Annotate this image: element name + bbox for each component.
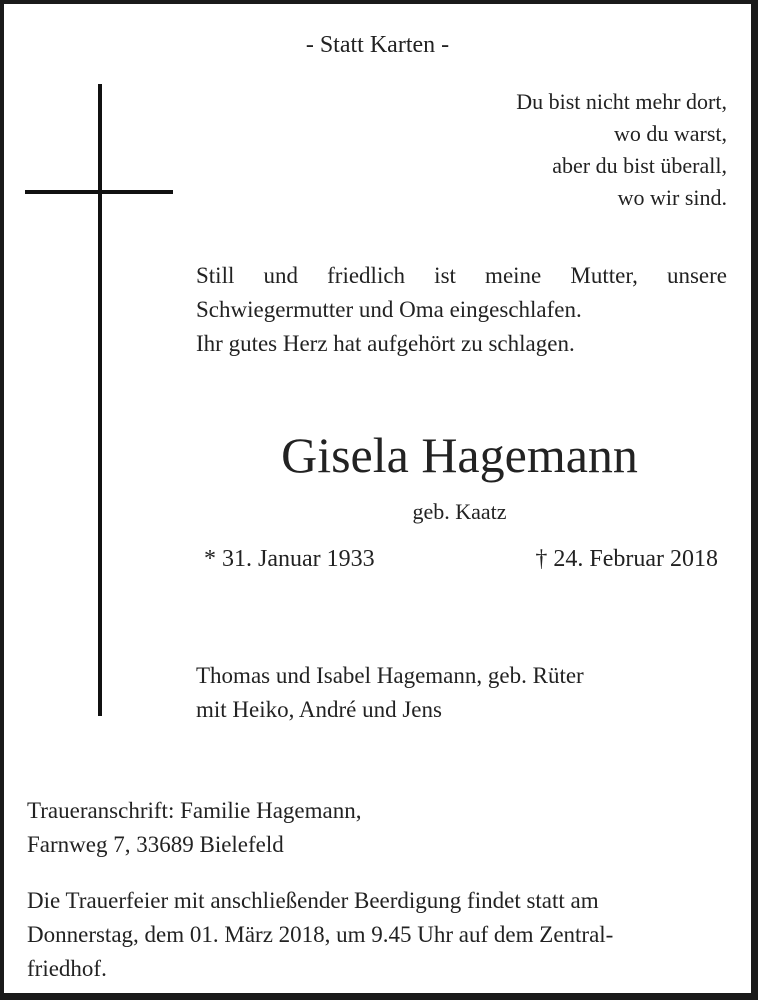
poem — [516, 86, 727, 214]
mourning-address — [27, 794, 361, 862]
intro-text — [196, 259, 727, 361]
obituary-card — [4, 4, 751, 993]
family-line: Thomas und Isabel Hagemann, geb. Rüter — [196, 663, 584, 688]
address-line: Farnweg 7, 33689 Bielefeld — [27, 832, 284, 857]
intro-line: Schwiegermutter und Oma eingeschlafen. — [196, 297, 582, 322]
ceremony-info — [27, 884, 613, 986]
birth-date: * 31. Januar 1933 — [204, 546, 375, 572]
address-line: Traueranschrift: Familie Hagemann, — [27, 798, 362, 823]
ceremony-line: friedhof. — [27, 956, 107, 981]
death-date: † 24. Februar 2018 — [535, 546, 718, 572]
ceremony-line: Donnerstag, dem 01. März 2018, um 9.45 Uhr auf dem Zentral- — [27, 922, 614, 947]
cross-icon-horizontal — [25, 190, 173, 194]
cross-icon-vertical — [98, 84, 102, 716]
poem-line: Du bist nicht mehr dort, — [516, 89, 727, 114]
ceremony-line: Die Trauerfeier mit anschließender Beerdigung findet statt am — [27, 888, 599, 913]
family-names — [196, 659, 584, 727]
intro-line: Still und friedlich ist meine Mutter, unsere — [196, 263, 727, 288]
family-line: mit Heiko, André und Jens — [196, 697, 442, 722]
poem-line: aber du bist überall, — [552, 153, 727, 178]
intro-line: Ihr gutes Herz hat aufgehört zu schlagen. — [196, 331, 575, 356]
maiden-name: geb. Kaatz — [412, 499, 507, 524]
header-text: - Statt Karten - — [305, 32, 450, 58]
poem-line: wo wir sind. — [617, 185, 727, 210]
deceased-name: Gisela Hagemann — [281, 427, 638, 483]
poem-line: wo du warst, — [613, 121, 727, 146]
